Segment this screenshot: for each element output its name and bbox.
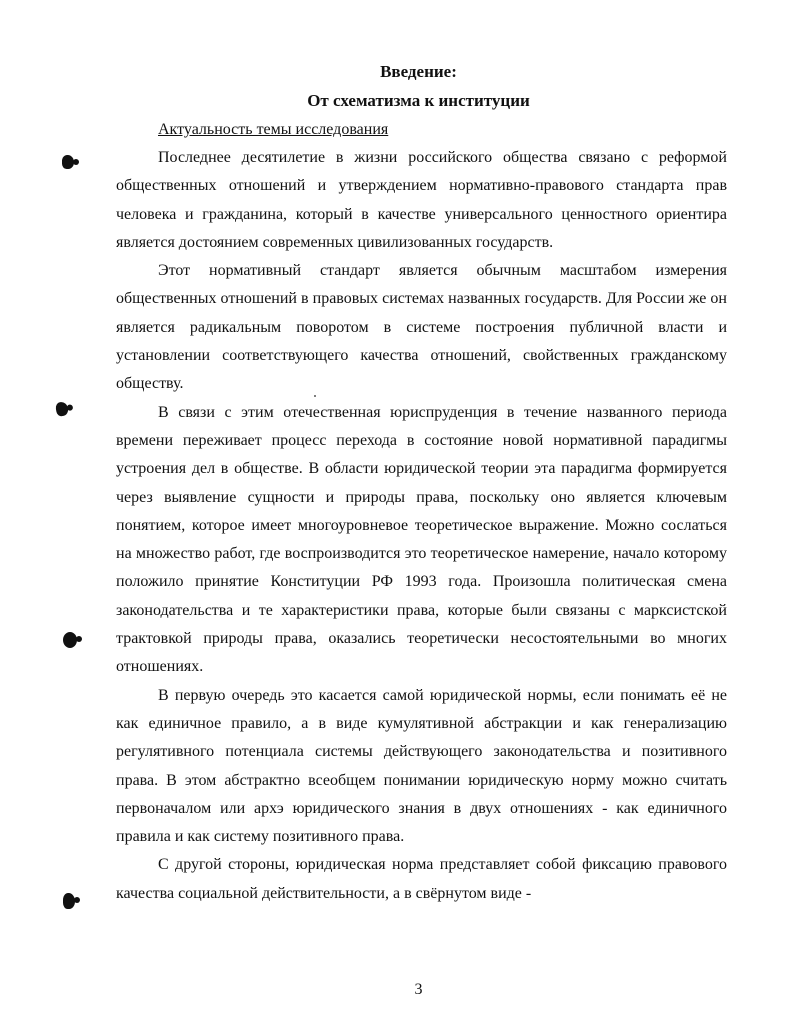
binder-hole-mark-icon <box>63 632 77 648</box>
paragraph: Этот нормативный стандарт является обычным масштабом измерения общественных отношений в правовых системах названных государств. Для России же он является радикальным поворотом в системе построения публичной власти и установлении соответствующего качества отношений, свойственных гражданскому обществу. <box>116 262 727 393</box>
binder-hole-mark-icon <box>63 893 75 909</box>
binder-hole-mark-icon <box>62 155 74 169</box>
paragraph: С другой стороны, юридическая норма представляет собой фиксацию правового качества социальной действительности, а в свёрнутом виде - <box>116 856 727 902</box>
binder-hole-mark-icon <box>55 401 69 417</box>
chapter-subtitle: От схематизма к институции <box>307 91 530 110</box>
chapter-heading: Введение: <box>380 62 457 81</box>
body-text <box>116 144 727 908</box>
page-number: 3 <box>414 981 423 998</box>
paragraph: В связи с этим отечественная юриспруденция в течение названного периода времени переживает процесс перехода в состояние новой нормативной парадигмы устроения дел в обществе. В области юридической теории эта парадигма формируется через выявление сущности и природы права, поскольку оно является ключевым понятием, которое имеет многоуровневое теоретическое выражение. Можно сослаться на множество работ, где воспроизводится это теоретическое намерение, начало которому положило принятие Конституции РФ 1993 года. Произошла политическая смена законодательства и те характеристики права, которые были связаны с марксистской трактовкой природы права, оказались теоретически несостоятельными во многих отношениях. <box>116 403 727 676</box>
paragraph: В первую очередь это касается самой юридической нормы, если понимать её не как единичное правило, а в виде кумулятивной абстракции и как генерализацию регулятивного потенциала системы действующего законодательства и позитивного права. В этом абстрактно всеобщем понимании юридическую норму можно считать первоначалом или архэ юридического знания в двух отношениях - как единичного правила и как систему позитивного права. <box>116 686 727 846</box>
section-heading: Актуальность темы исследования <box>158 121 389 138</box>
paragraph: Последнее десятилетие в жизни российского общества связано с реформой общественных отношений и утверждением нормативно-правового стандарта прав человека и гражданина, который в качестве универсального ценностного ориентира является достоянием современных цивилизованных государств. <box>116 149 727 251</box>
